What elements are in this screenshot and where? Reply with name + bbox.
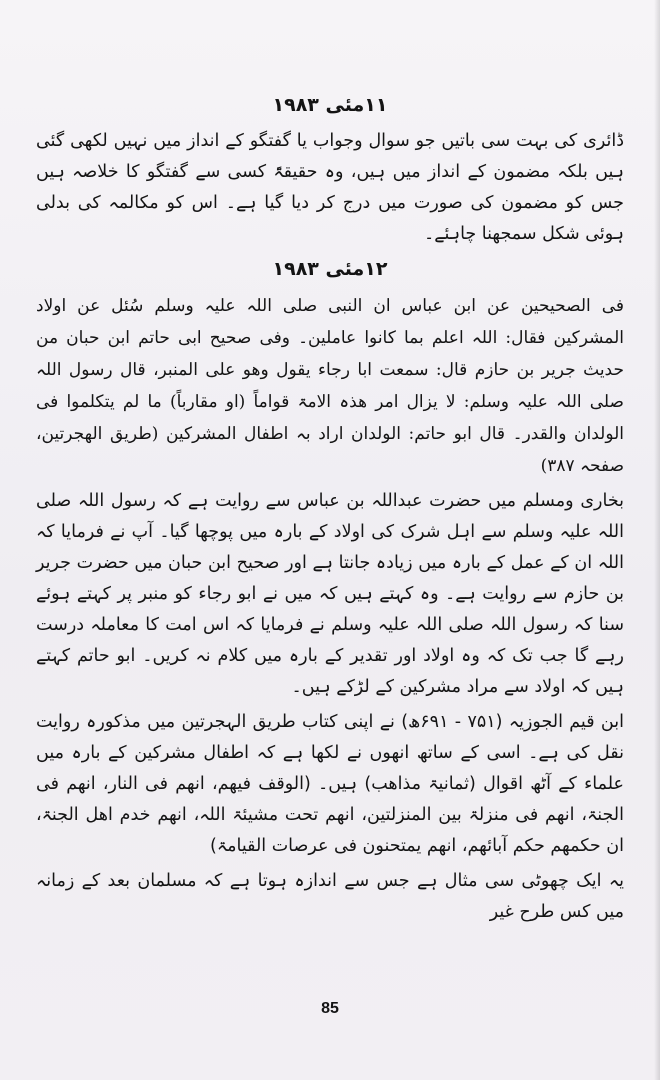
page-content xyxy=(36,90,624,932)
page-number: 85 xyxy=(321,1000,339,1017)
page-edge-shadow xyxy=(654,0,660,1080)
diary-date-heading: ۱۲مئی ۱۹۸۳ xyxy=(272,258,388,280)
paragraph-intro: ڈائری کی بہت سی باتیں جو سوال وجواب یا گفتگو کے انداز میں نہیں لکھی گئی ہیں بلکہ مضمون کے انداز میں ہیں، وہ حقیقۃً کسی سے گفتگو کا خلاصہ ہیں جس کو مضمون کی صورت میں درج کر دیا گیا ہے۔ اس کو مکالمہ کی بدلی ہوئی شکل سمجھنا چاہئے۔ xyxy=(36,131,624,244)
paragraph-translation: بخاری ومسلم میں حضرت عبداللہ بن عباس سے روایت ہے کہ رسول اللہ صلی اللہ علیہ وسلم سے اہل شرک کی اولاد کے بارہ میں پوچھا گیا۔ آپ نے فرمایا کہ اللہ ان کے عمل کے بارہ میں زیادہ جانتا ہے اور صحیح ابن حبان میں حضرت جریر بن حازم سے روایت ہے۔ وہ کہتے ہیں کہ میں نے ابو رجاء کو منبر پر کہتے ہوئے سنا کہ رسول اللہ صلی اللہ علیہ وسلم نے فرمایا کہ اس امت کا معاملہ درست رہے گا جب تک کہ وہ اولاد اور تقدیر کے بارہ میں کلام نہ کریں۔ ابو حاتم کہتے ہیں کہ اولاد سے مراد مشرکین کے لڑکے ہیں۔ xyxy=(36,491,624,697)
paragraph-arabic-quote: فی الصحیحین عن ابن عباس ان النبی صلی اللہ علیہ وسلم سُئل عن اولاد المشرکین فقال: اللہ اعلم بما کانوا عاملین۔ وفی صحیح ابی حاتم ابن حبان من حدیث جریر بن حازم قال: سمعت ابا رجاء یقول وھو علی المنبر، قال رسول اللہ صلی اللہ علیہ وسلم: لا یزال امر ھذہ الامۃ قواماً (او مقارباً) ما لم یتکلموا فی الولدان والقدر۔ قال ابو حاتم: الولدان اراد بہ اطفال المشرکین (طریق الھجرتین، صفحہ ۳۸۷) xyxy=(36,296,624,476)
paragraph-conclusion: یہ ایک چھوٹی سی مثال ہے جس سے اندازہ ہوتا ہے کہ مسلمان بعد کے زمانہ میں کس طرح غیر xyxy=(36,871,624,922)
diary-date-heading: ۱۱مئی ۱۹۸۳ xyxy=(272,94,388,116)
paragraph-commentary: ابن قیم الجوزیہ (۷۵۱ - ۶۹۱ھ) نے اپنی کتاب طریق الہجرتین میں مذکورہ روایت نقل کی ہے۔ اسی کے ساتھ انھوں نے لکھا ہے کہ اطفال مشرکین کے بارہ میں علماء کے آٹھ اقوال (ثمانیۃ مذاھب) ہیں۔ (الوقف فیھم، انھم فی النار، انھم فی الجنۃ، انھم فی منزلۃ بین المنزلتین، انھم تحت مشیئۃ اللہ، انھم خدم اھل الجنۃ، ان حکمھم حکم آبائھم، انھم یمتحنون فی عرصات القیامۃ) xyxy=(36,712,624,856)
